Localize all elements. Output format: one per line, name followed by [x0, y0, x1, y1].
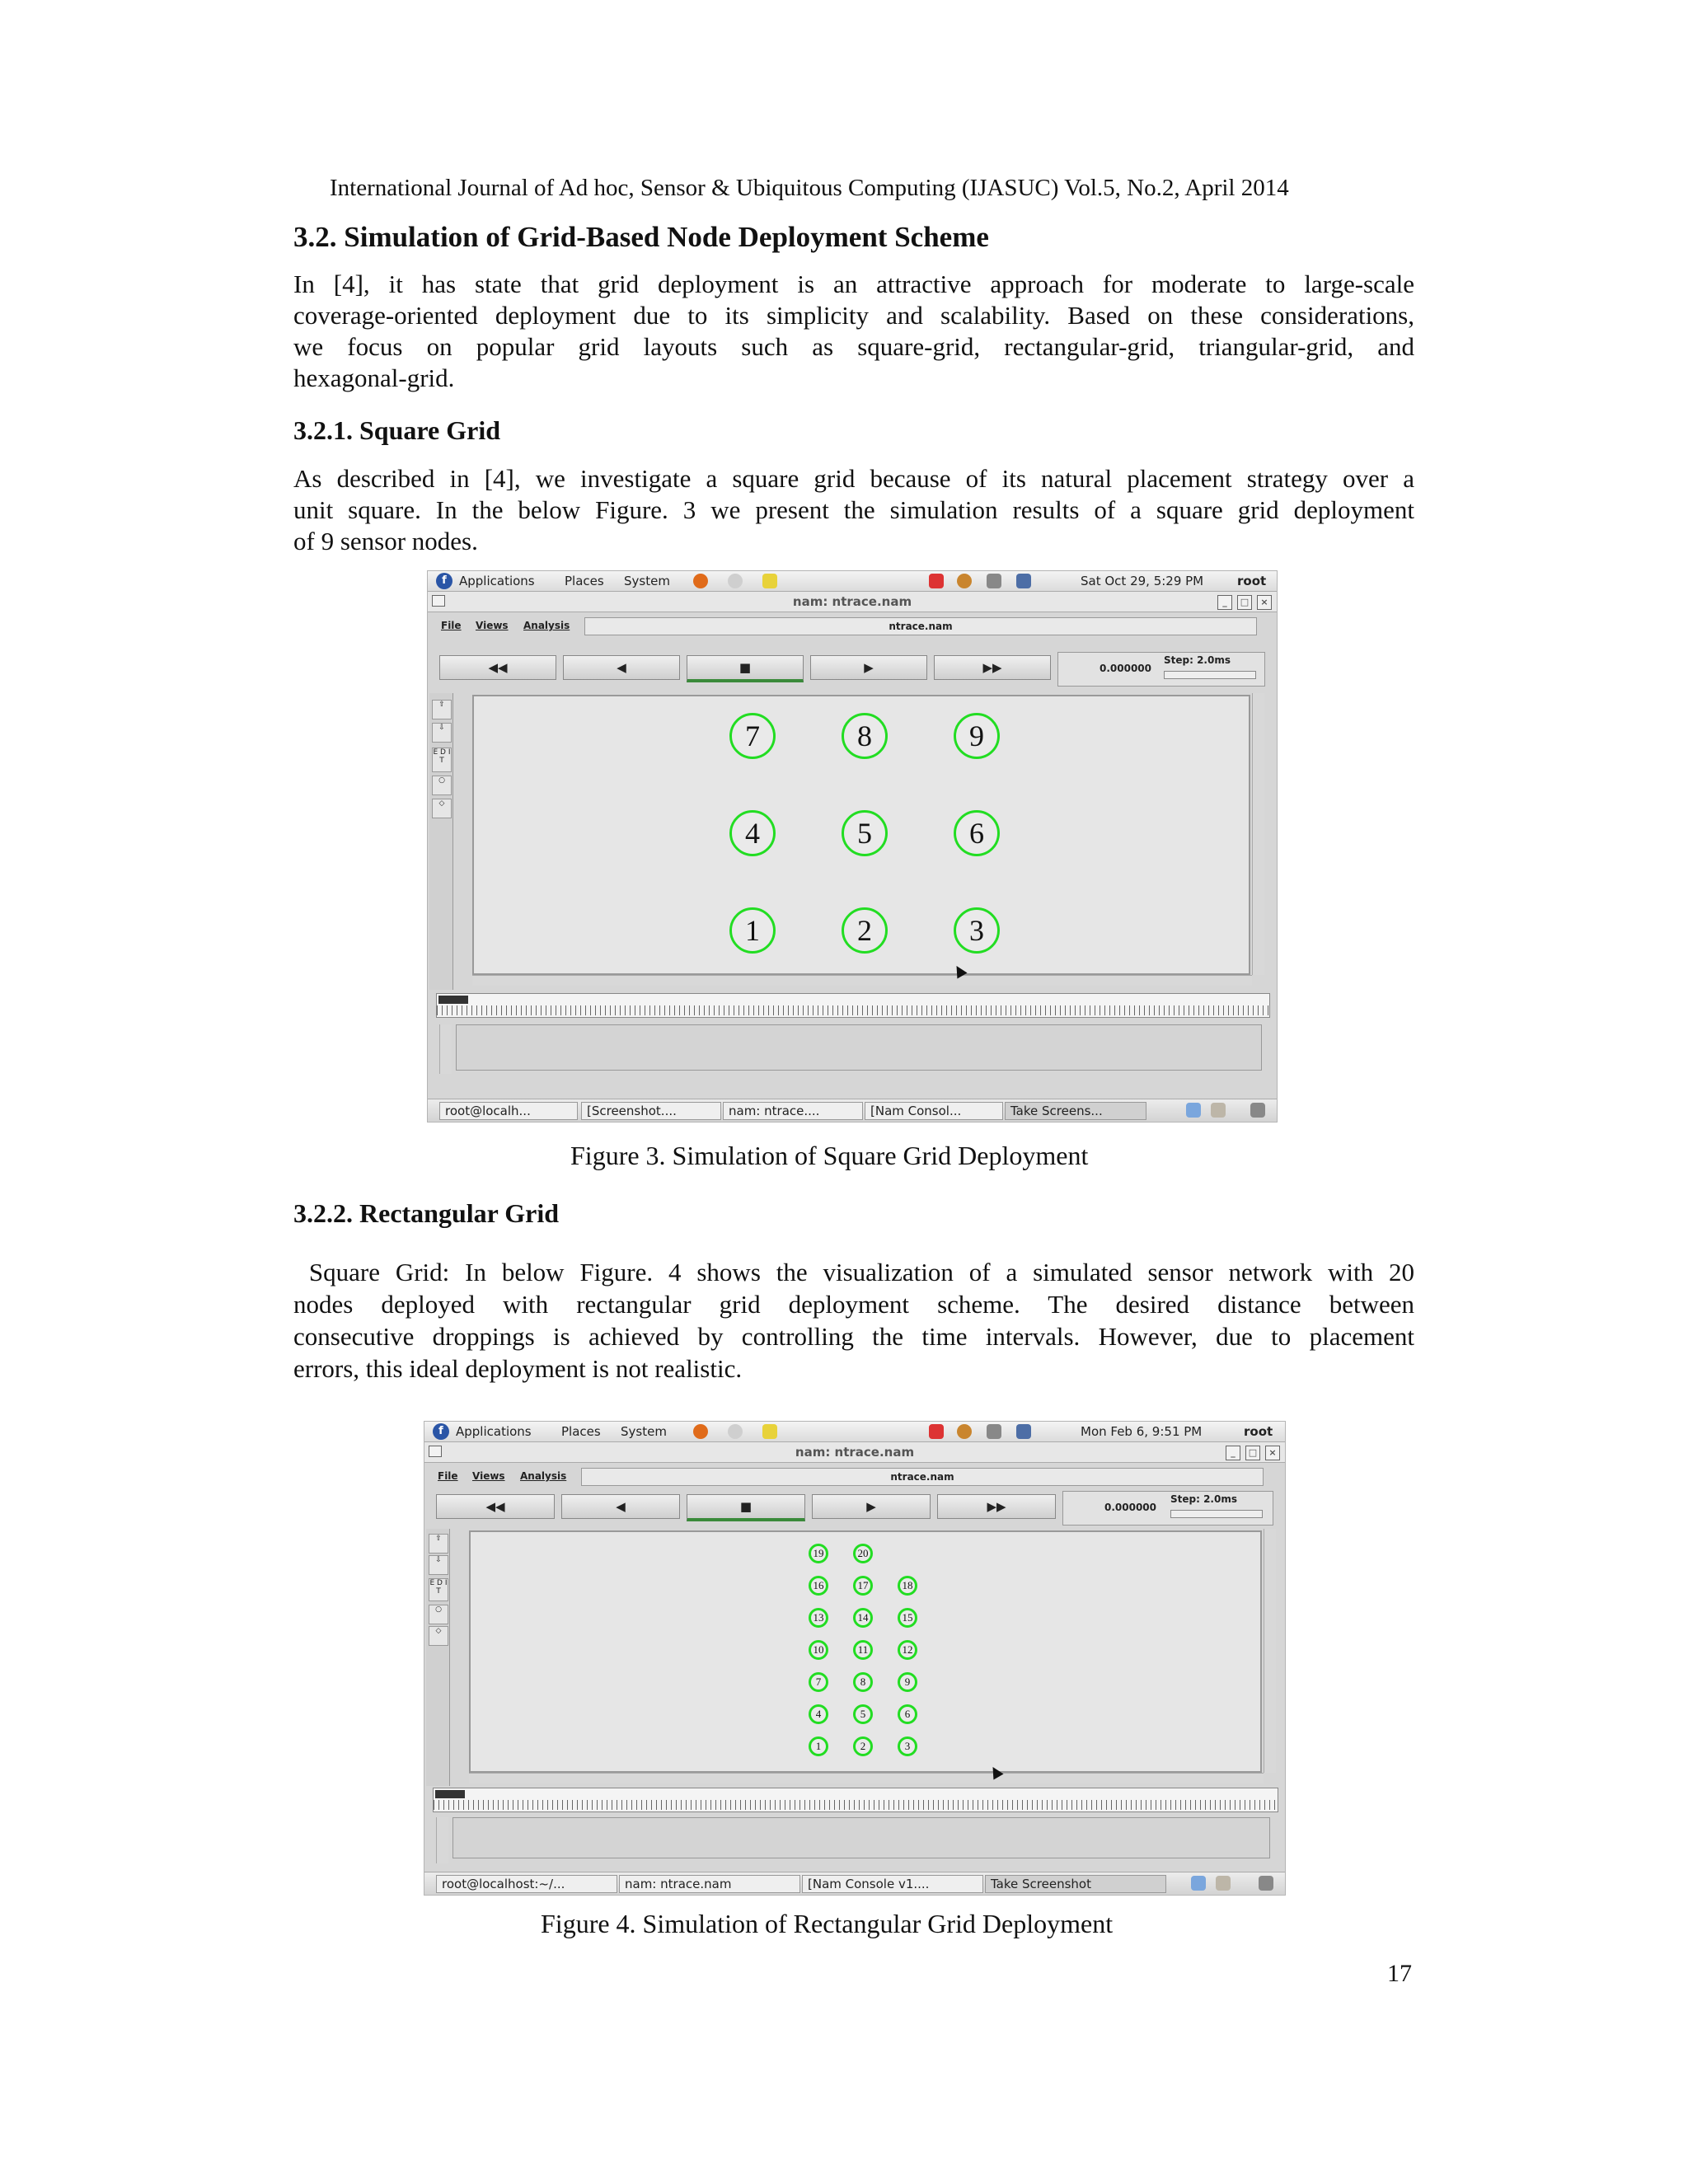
para-line: of 9 sensor nodes.	[293, 527, 478, 555]
para-line: nodes deployed with rectangular grid deployment scheme. The desired distance between	[293, 1290, 1414, 1319]
sensor-node-3[interactable]: 3	[954, 907, 1000, 954]
places-menu[interactable]: Places	[565, 574, 604, 588]
sensor-node-17[interactable]: 17	[853, 1576, 873, 1596]
close-icon[interactable]: ×	[1257, 595, 1272, 610]
views-menu[interactable]: Views	[472, 1470, 505, 1482]
timeline-thumb[interactable]	[438, 996, 468, 1004]
annotation-pane[interactable]	[452, 1817, 1270, 1858]
para-line: consecutive droppings is achieved by controlling the time intervals. However, due to placement	[293, 1322, 1414, 1351]
link-tool-icon[interactable]: ◇	[432, 799, 452, 818]
stop-button[interactable]: ■	[687, 1494, 805, 1521]
alert-icon[interactable]	[929, 1424, 944, 1439]
sensor-node-13[interactable]: 13	[809, 1608, 828, 1628]
horizontal-scrollbar[interactable]	[469, 1773, 1264, 1783]
stop-button[interactable]: ■	[687, 655, 804, 682]
section-paragraph	[293, 269, 1414, 394]
analysis-menu[interactable]: Analysis	[523, 620, 570, 631]
workspace-switcher-icon[interactable]	[1211, 1103, 1226, 1118]
window-menu-icon[interactable]	[429, 1446, 442, 1457]
alert-icon[interactable]	[929, 574, 944, 588]
sensor-node-16[interactable]: 16	[809, 1576, 828, 1596]
task-nam[interactable]	[619, 1875, 800, 1893]
para-line: we focus on popular grid layouts such as square-grid, rectangular-grid, triangular-grid, and	[293, 332, 1414, 361]
close-icon[interactable]: ×	[1265, 1446, 1280, 1460]
node-tool-icon[interactable]: ○	[432, 776, 452, 795]
step-back-button[interactable]: ◀	[561, 1494, 680, 1519]
analysis-menu[interactable]: Analysis	[520, 1470, 567, 1482]
maximize-icon[interactable]: □	[1237, 595, 1252, 610]
task-nam-console[interactable]	[865, 1102, 1003, 1120]
user-name: root	[1237, 574, 1267, 588]
subsection-title-square: 3.2.1. Square Grid	[293, 415, 500, 445]
minimize-icon[interactable]: _	[1217, 595, 1232, 610]
sensor-node-1[interactable]: 1	[729, 907, 776, 954]
sensor-node-12[interactable]: 12	[898, 1640, 917, 1660]
task-label: nam: ntrace....	[729, 1104, 820, 1118]
sensor-node-18[interactable]: 18	[898, 1576, 917, 1596]
window-title: nam: ntrace.nam	[795, 1445, 915, 1460]
time-display	[1057, 652, 1265, 687]
applications-menu[interactable]: Applications	[459, 574, 535, 588]
minimize-icon[interactable]: _	[1226, 1446, 1240, 1460]
zoom-in-icon[interactable]: ⇧	[429, 1534, 448, 1554]
firefox-icon[interactable]	[693, 574, 708, 588]
sensor-node-20[interactable]: 20	[853, 1544, 873, 1563]
nam-menubar	[424, 1465, 1285, 1488]
task-terminal[interactable]	[436, 1875, 617, 1893]
task-label: [Screenshot....	[587, 1104, 677, 1118]
system-menu[interactable]: System	[624, 574, 670, 588]
nam-canvas[interactable]	[472, 695, 1250, 975]
square-paragraph	[293, 463, 1414, 557]
sensor-node-7[interactable]: 7	[729, 713, 776, 759]
page-number: 17	[1387, 1960, 1412, 1987]
trash-icon[interactable]	[1250, 1103, 1265, 1118]
sensor-node-1[interactable]: 1	[809, 1736, 828, 1756]
network-icon[interactable]	[1016, 574, 1031, 588]
time-value: 0.000000	[1100, 663, 1152, 674]
clock[interactable]: Sat Oct 29, 5:29 PM	[1081, 574, 1204, 588]
timeline-slider[interactable]	[433, 1788, 1278, 1812]
sensor-node-3[interactable]: 3	[898, 1736, 917, 1756]
subsection-title-rectangular: 3.2.2. Rectangular Grid	[293, 1198, 560, 1228]
para-line: In [4], it has state that grid deployment is an attractive approach for moderate to large-scale	[293, 269, 1414, 298]
window-title: nam: ntrace.nam	[792, 594, 912, 609]
sensor-node-9[interactable]: 9	[954, 713, 1000, 759]
gnome-top-panel	[424, 1422, 1285, 1442]
sensor-node-4[interactable]: 4	[729, 810, 776, 856]
email-icon[interactable]	[728, 1424, 743, 1439]
file-menu[interactable]: File	[441, 620, 462, 631]
step-slider[interactable]	[1164, 671, 1256, 679]
trace-filename: ntrace.nam	[581, 1468, 1264, 1486]
zoom-in-icon[interactable]: ⇧	[432, 700, 452, 719]
sensor-node-14[interactable]: 14	[853, 1608, 873, 1628]
volume-icon[interactable]	[987, 574, 1001, 588]
task-label: Take Screens...	[1010, 1104, 1103, 1118]
journal-header: International Journal of Ad hoc, Sensor & Ubiquitous Computing (IJASUC) Vol.5, No.2, April 2014	[330, 175, 1289, 201]
horizontal-scrollbar[interactable]	[472, 975, 1252, 986]
sensor-node-8[interactable]: 8	[853, 1672, 873, 1692]
sensor-node-7[interactable]: 7	[809, 1672, 828, 1692]
workspace-switcher-icon[interactable]	[1186, 1103, 1201, 1118]
trash-icon[interactable]	[1259, 1876, 1273, 1891]
notes-icon[interactable]	[762, 574, 777, 588]
maximize-icon[interactable]: □	[1245, 1446, 1260, 1460]
sensor-node-5[interactable]: 5	[853, 1704, 873, 1724]
firefox-icon[interactable]	[693, 1424, 708, 1439]
tool-column	[426, 1529, 450, 1786]
play-button[interactable]: ▶	[812, 1494, 931, 1519]
task-label: nam: ntrace.nam	[625, 1877, 732, 1891]
para-line: As described in [4], we investigate a square grid because of its natural placement strategy over a	[293, 464, 1414, 493]
section-title: 3.2. Simulation of Grid-Based Node Deployment Scheme	[293, 221, 989, 253]
task-label: [Nam Console v1....	[808, 1877, 930, 1891]
para-line: unit square. In the below Figure. 3 we present the simulation results of a square grid deployment	[293, 495, 1414, 524]
sensor-node-9[interactable]: 9	[898, 1672, 917, 1692]
tool-column	[429, 693, 453, 990]
annotation-pane[interactable]	[456, 1024, 1262, 1071]
task-label: Take Screenshot	[991, 1877, 1091, 1891]
para-line: Square Grid: In below Figure. 4 shows the visualization of a simulated sensor network with 20	[293, 1258, 1414, 1286]
user-name: root	[1244, 1424, 1273, 1439]
task-nam-console[interactable]	[802, 1875, 983, 1893]
task-take-screenshot[interactable]	[1005, 1102, 1146, 1120]
sensor-node-2[interactable]: 2	[842, 907, 888, 954]
clock[interactable]: Mon Feb 6, 9:51 PM	[1081, 1424, 1203, 1439]
play-button[interactable]: ▶	[810, 655, 927, 680]
sensor-node-8[interactable]: 8	[842, 713, 888, 759]
time-display	[1062, 1491, 1273, 1526]
window-titlebar	[424, 1442, 1285, 1463]
task-take-screenshot[interactable]	[985, 1875, 1166, 1893]
nam-menubar	[428, 614, 1277, 637]
fedora-logo-icon[interactable]: f	[436, 573, 452, 589]
gnome-top-panel	[428, 571, 1277, 592]
window-menu-icon[interactable]	[432, 595, 445, 607]
sensor-node-10[interactable]: 10	[809, 1640, 828, 1660]
taskbar	[424, 1872, 1285, 1894]
places-menu[interactable]: Places	[561, 1424, 601, 1439]
step-back-button[interactable]: ◀	[563, 655, 680, 680]
fedora-logo-icon[interactable]: f	[433, 1423, 449, 1440]
network-icon[interactable]	[1016, 1424, 1031, 1439]
task-label: root@localh...	[445, 1104, 531, 1118]
system-menu[interactable]: System	[621, 1424, 667, 1439]
figure4-screenshot	[424, 1421, 1286, 1896]
sensor-node-6[interactable]: 6	[954, 810, 1000, 856]
figure3-caption: Figure 3. Simulation of Square Grid Deployment	[570, 1141, 1089, 1170]
annotation-scrollbar[interactable]	[436, 1817, 448, 1863]
sensor-node-2[interactable]: 2	[853, 1736, 873, 1756]
rectangular-paragraph	[293, 1256, 1414, 1385]
email-icon[interactable]	[728, 574, 743, 588]
applications-menu[interactable]: Applications	[456, 1424, 532, 1439]
workspace-switcher-icon[interactable]	[1191, 1876, 1206, 1891]
rewind-button[interactable]: ◀◀	[439, 655, 556, 680]
step-label: Step: 2.0ms	[1164, 654, 1231, 666]
link-tool-icon[interactable]: ◇	[429, 1626, 448, 1646]
update-icon[interactable]	[957, 1424, 972, 1439]
sensor-node-11[interactable]: 11	[853, 1640, 873, 1660]
task-nam[interactable]	[723, 1102, 863, 1120]
workspace-switcher-icon[interactable]	[1216, 1876, 1231, 1891]
sensor-node-19[interactable]: 19	[809, 1544, 828, 1563]
step-slider[interactable]	[1170, 1510, 1263, 1518]
zoom-out-icon[interactable]: ⇩	[429, 1555, 448, 1575]
sensor-node-5[interactable]: 5	[842, 810, 888, 856]
trace-filename: ntrace.nam	[584, 617, 1257, 635]
sensor-node-6[interactable]: 6	[898, 1704, 917, 1724]
fast-forward-button[interactable]: ▶▶	[934, 655, 1051, 680]
figure4-caption: Figure 4. Simulation of Rectangular Grid Deployment	[541, 1909, 1114, 1938]
timeline-thumb[interactable]	[435, 1790, 465, 1798]
task-terminal[interactable]	[439, 1102, 578, 1120]
figure3-screenshot	[427, 570, 1278, 1122]
para-line: hexagonal-grid.	[293, 363, 455, 392]
para-line: coverage-oriented deployment due to its simplicity and scalability. Based on these considerations,	[293, 301, 1414, 330]
task-label: [Nam Consol...	[870, 1104, 962, 1118]
sensor-node-4[interactable]: 4	[809, 1704, 828, 1724]
node-tool-icon[interactable]: ○	[429, 1605, 448, 1624]
taskbar	[428, 1099, 1277, 1121]
task-screenshot[interactable]	[581, 1102, 721, 1120]
edit-button[interactable]: E D I T	[429, 1578, 448, 1601]
volume-icon[interactable]	[987, 1424, 1001, 1439]
nam-canvas[interactable]	[469, 1530, 1262, 1773]
annotation-scrollbar[interactable]	[439, 1024, 452, 1074]
file-menu[interactable]: File	[438, 1470, 458, 1482]
time-value: 0.000000	[1104, 1502, 1157, 1513]
zoom-out-icon[interactable]: ⇩	[432, 723, 452, 743]
update-icon[interactable]	[957, 574, 972, 588]
fast-forward-button[interactable]: ▶▶	[937, 1494, 1056, 1519]
edit-button[interactable]: E D I T	[432, 748, 452, 772]
rewind-button[interactable]: ◀◀	[436, 1494, 555, 1519]
para-line: errors, this ideal deployment is not realistic.	[293, 1354, 743, 1383]
timeline-slider[interactable]	[436, 993, 1270, 1018]
views-menu[interactable]: Views	[476, 620, 509, 631]
notes-icon[interactable]	[762, 1424, 777, 1439]
vertical-scrollbar[interactable]	[1252, 693, 1264, 975]
window-titlebar	[428, 592, 1277, 612]
step-label: Step: 2.0ms	[1170, 1493, 1237, 1505]
vertical-scrollbar[interactable]	[1264, 1529, 1276, 1773]
task-label: root@localhost:~/...	[442, 1877, 565, 1891]
sensor-node-15[interactable]: 15	[898, 1608, 917, 1628]
